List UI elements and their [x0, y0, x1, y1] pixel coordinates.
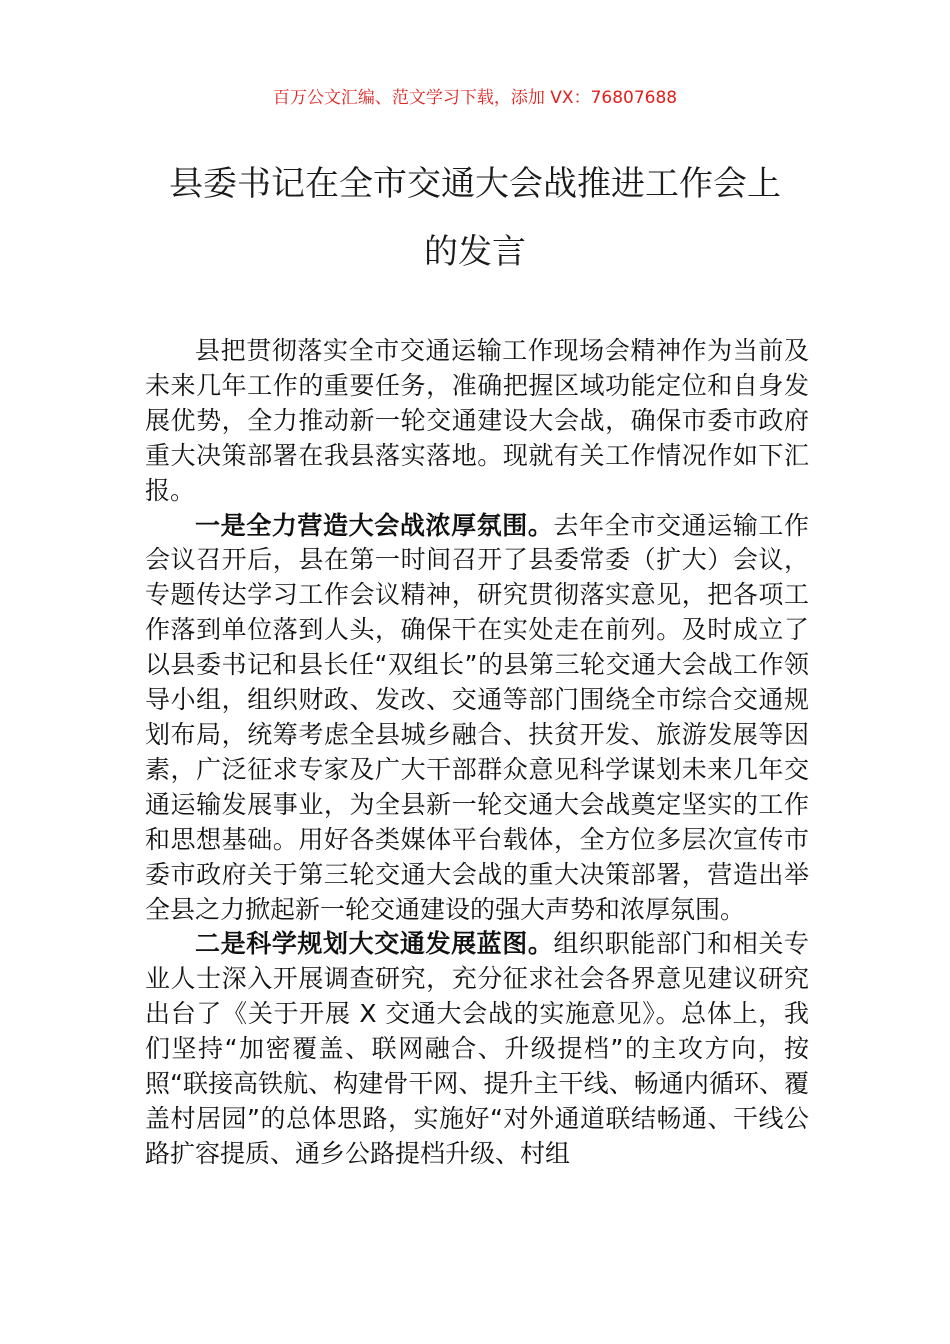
section-1-heading: 一是全力营造大会战浓厚氛围。: [195, 510, 554, 540]
header-notice: 百万公文汇编、范文学习下载，添加 VX：76807688: [272, 88, 678, 108]
paragraph-intro-text: 县把贯彻落实全市交通运输工作现场会精神作为当前及未来几年工作的重要任务，准确把握区域功能定位和自身发展优势，全力推动新一轮交通建设大会战，确保市委市政府重大决策部署在我县落实落地。现就有关工作情况作如下汇报。: [145, 336, 809, 505]
paragraph-intro: [145, 334, 809, 509]
title-line-2: 的发言: [424, 232, 526, 272]
document-body: [145, 334, 809, 1172]
section-1-text: 去年全市交通运输工作会议召开后，县在第一时间召开了县委常委（扩大）会议，专题传达学习工作会议精神，研究贯彻落实意见，把各项工作落到单位落到人头，确保干在实处走在前列。及时成立了以县委书记和县长任“双组长”的县第三轮交通大会战工作领导小组，组织财政、发改、交通等部门围绕全市综合交通规划布局，统筹考虑全县城乡融合、扶贫开发、旅游发展等因素，广泛征求专家及广大干部群众意见科学谋划未来几年交通运输发展事业，为全县新一轮交通大会战奠定坚实的工作和思想基础。用好各类媒体平台载体，全方位多层次宣传市委市政府关于第三轮交通大会战的重大决策部署，营造出举全县之力掀起新一轮交通建设的强大声势和浓厚氛围。: [145, 510, 809, 924]
document-title: [100, 150, 850, 286]
paragraph-section-1: [145, 509, 809, 928]
paragraph-section-2: [145, 927, 809, 1171]
title-line-1: 县委书记在全市交通大会战推进工作会上: [169, 164, 781, 204]
section-2-heading: 二是科学规划大交通发展蓝图。: [195, 929, 554, 959]
section-2-text: 组织职能部门和相关专业人士深入开展调查研究，充分征求社会各界意见建议研究出台了《关于开展 X 交通大会战的实施意见》。总体上，我们坚持“加密覆盖、联网融合、升级提档”的主攻方向，按照“联接高铁航、构建骨干网、提升主干线、畅通内循环、覆盖村居园”的总体思路，实施好“对外通道联结畅通、干线公路扩容提质、通乡公路提档升级、村组: [145, 929, 809, 1168]
